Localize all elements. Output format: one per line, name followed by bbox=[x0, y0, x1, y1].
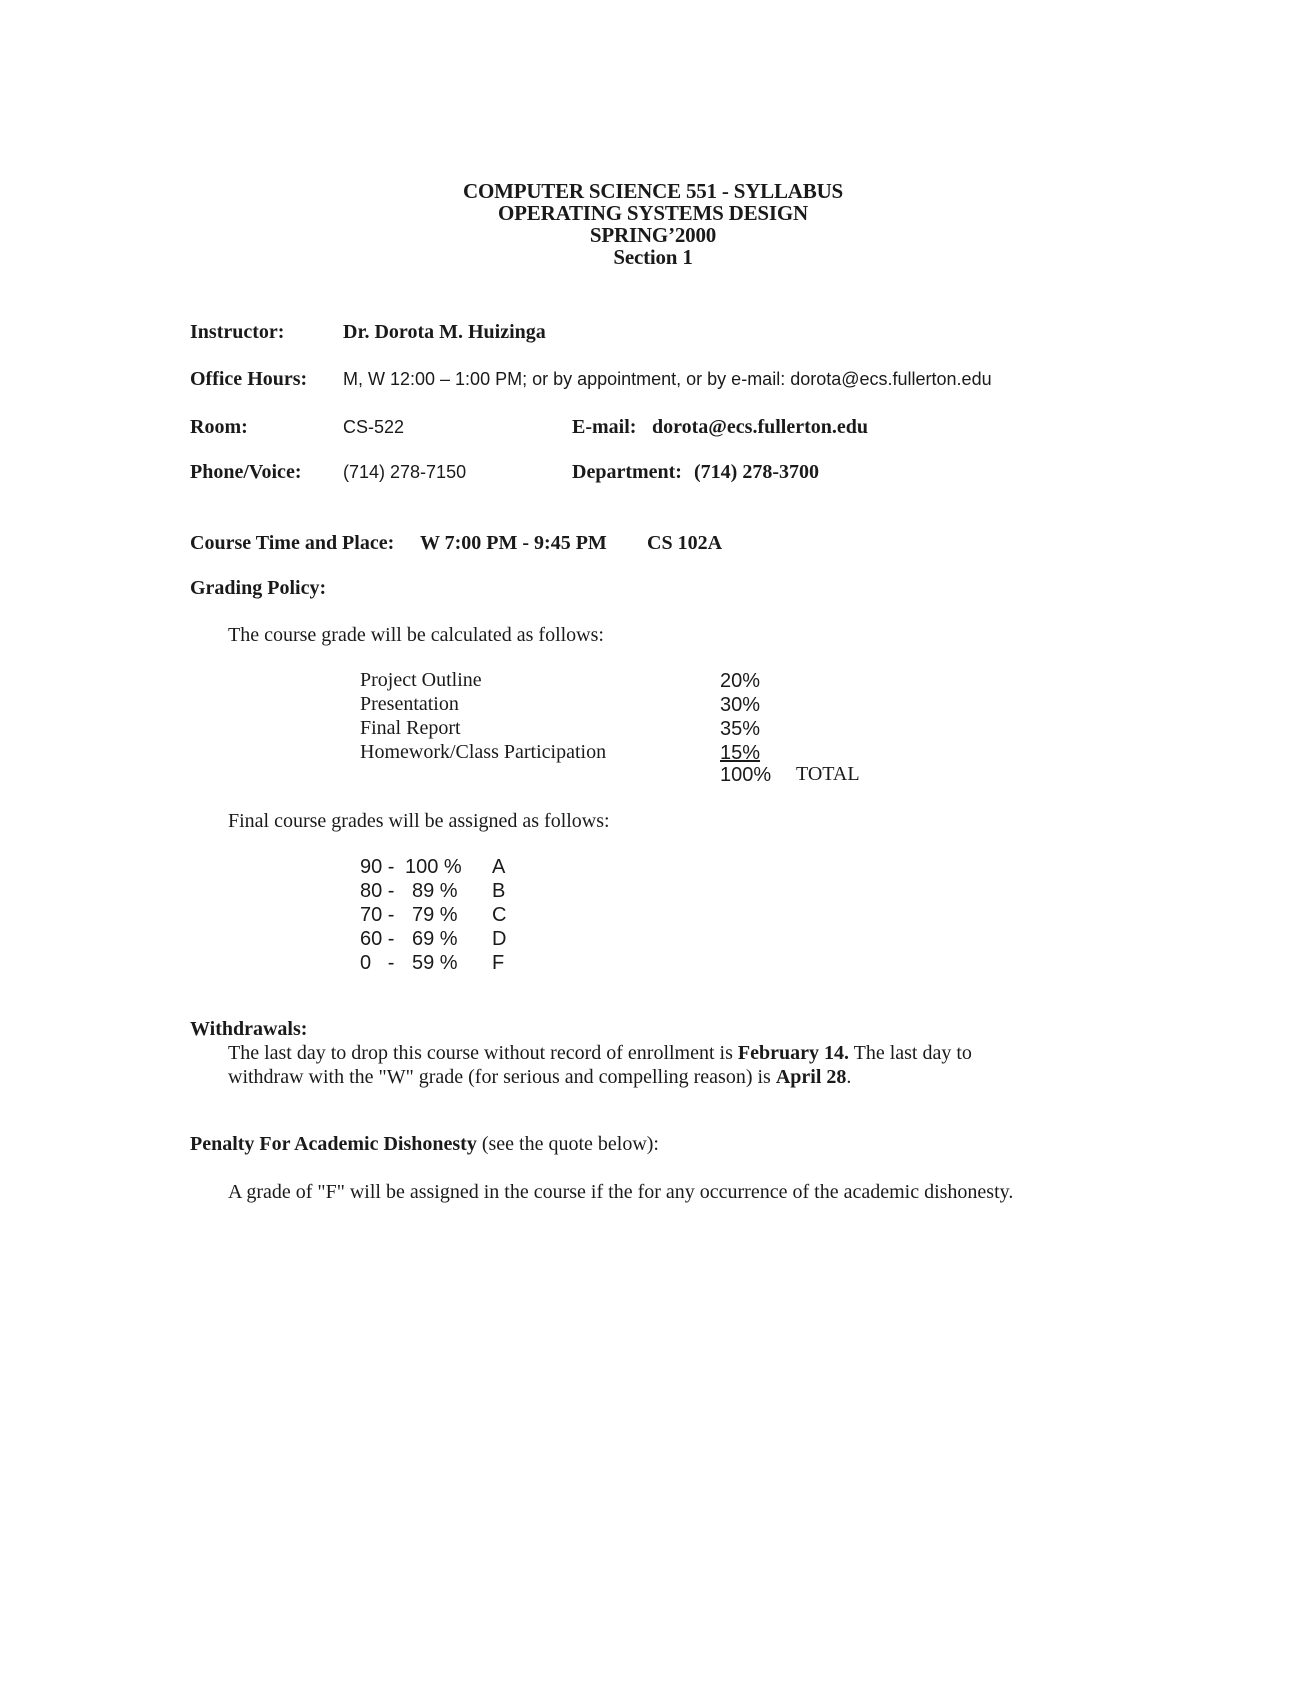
grade-range-low: 70 - bbox=[360, 904, 395, 926]
room-value: CS-522 bbox=[343, 417, 405, 437]
drop-deadline: February 14. bbox=[737, 1042, 849, 1064]
dishonesty-heading-note: (see the quote below): bbox=[476, 1133, 659, 1155]
office-hours-label: Office Hours: bbox=[190, 368, 308, 390]
dishonesty-text: A grade of "F" will be assigned in the course if the for any occurrence of the academic dishonesty. bbox=[228, 1181, 1014, 1203]
withdrawals-text: . bbox=[846, 1066, 852, 1088]
withdrawals-line-2 bbox=[228, 1066, 851, 1089]
letter-grade: A bbox=[492, 856, 506, 878]
grade-range-low: 90 - bbox=[360, 856, 395, 878]
office-hours-value: M, W 12:00 – 1:00 PM; or by appointment, or by e-mail: dorota@ecs.fullerton.edu bbox=[343, 369, 992, 389]
course-title-line: COMPUTER SCIENCE 551 - SYLLABUS bbox=[462, 179, 844, 203]
grade-range-low: 80 - bbox=[360, 880, 395, 902]
email-value: dorota@ecs.fullerton.edu bbox=[652, 416, 868, 438]
phone-label: Phone/Voice: bbox=[190, 461, 302, 483]
phone-value: (714) 278-7150 bbox=[343, 462, 467, 482]
grading-policy-heading: Grading Policy: bbox=[190, 577, 327, 599]
term-line: SPRING’2000 bbox=[589, 223, 717, 247]
total-percent: 100% bbox=[720, 764, 772, 786]
final-grades-intro: Final course grades will be assigned as follows: bbox=[228, 810, 610, 832]
letter-grade: B bbox=[492, 880, 506, 902]
letter-grade: D bbox=[492, 928, 507, 950]
grade-range-low: 0 - bbox=[360, 952, 395, 974]
weight-item-name: Final Report bbox=[360, 717, 461, 739]
withdrawals-text: The last day to drop this course without record of enrollment is bbox=[228, 1042, 738, 1064]
department-phone: (714) 278-3700 bbox=[694, 461, 819, 483]
department-label: Department: bbox=[572, 461, 682, 483]
withdrawals-heading: Withdrawals: bbox=[190, 1018, 308, 1040]
withdraw-deadline: April 28 bbox=[775, 1066, 847, 1088]
syllabus-title bbox=[0, 180, 1306, 268]
grade-range-high: 89 % bbox=[412, 880, 458, 902]
weight-item-percent: 15% bbox=[720, 742, 761, 764]
dishonesty-heading-line bbox=[190, 1133, 659, 1156]
instructor-label: Instructor: bbox=[190, 321, 285, 343]
weight-item-percent: 20% bbox=[720, 670, 761, 692]
weight-item-percent: 35% bbox=[720, 718, 761, 740]
weight-item-name: Homework/Class Participation bbox=[360, 741, 607, 763]
weight-item-percent: 30% bbox=[720, 694, 761, 716]
grade-range-high: 59 % bbox=[412, 952, 458, 974]
instructor-name: Dr. Dorota M. Huizinga bbox=[343, 321, 546, 343]
course-name-line: OPERATING SYSTEMS DESIGN bbox=[498, 201, 808, 225]
withdrawals-text: The last day to bbox=[848, 1042, 972, 1064]
course-time-label: Course Time and Place: bbox=[190, 532, 395, 554]
weight-item-name: Presentation bbox=[360, 693, 459, 715]
course-room-value: CS 102A bbox=[647, 532, 723, 554]
grade-range-high: 79 % bbox=[412, 904, 458, 926]
grading-intro: The course grade will be calculated as follows: bbox=[228, 624, 604, 646]
withdrawals-text: withdraw with the "W" grade (for serious and compelling reason) is bbox=[228, 1066, 776, 1088]
grade-range-low: 60 - bbox=[360, 928, 395, 950]
withdrawals-line-1 bbox=[228, 1042, 972, 1065]
section-line: Section 1 bbox=[613, 245, 693, 269]
total-label: TOTAL bbox=[796, 763, 860, 785]
dishonesty-heading: Penalty For Academic Dishonesty bbox=[190, 1133, 477, 1155]
grade-range-high: 100 % bbox=[405, 856, 462, 878]
grade-range-high: 69 % bbox=[412, 928, 458, 950]
room-label: Room: bbox=[190, 416, 248, 438]
weight-item-name: Project Outline bbox=[360, 669, 482, 691]
email-label: E-mail: bbox=[572, 416, 637, 438]
letter-grade: C bbox=[492, 904, 507, 926]
letter-grade: F bbox=[492, 952, 505, 974]
course-time-value: W 7:00 PM - 9:45 PM bbox=[420, 532, 607, 554]
